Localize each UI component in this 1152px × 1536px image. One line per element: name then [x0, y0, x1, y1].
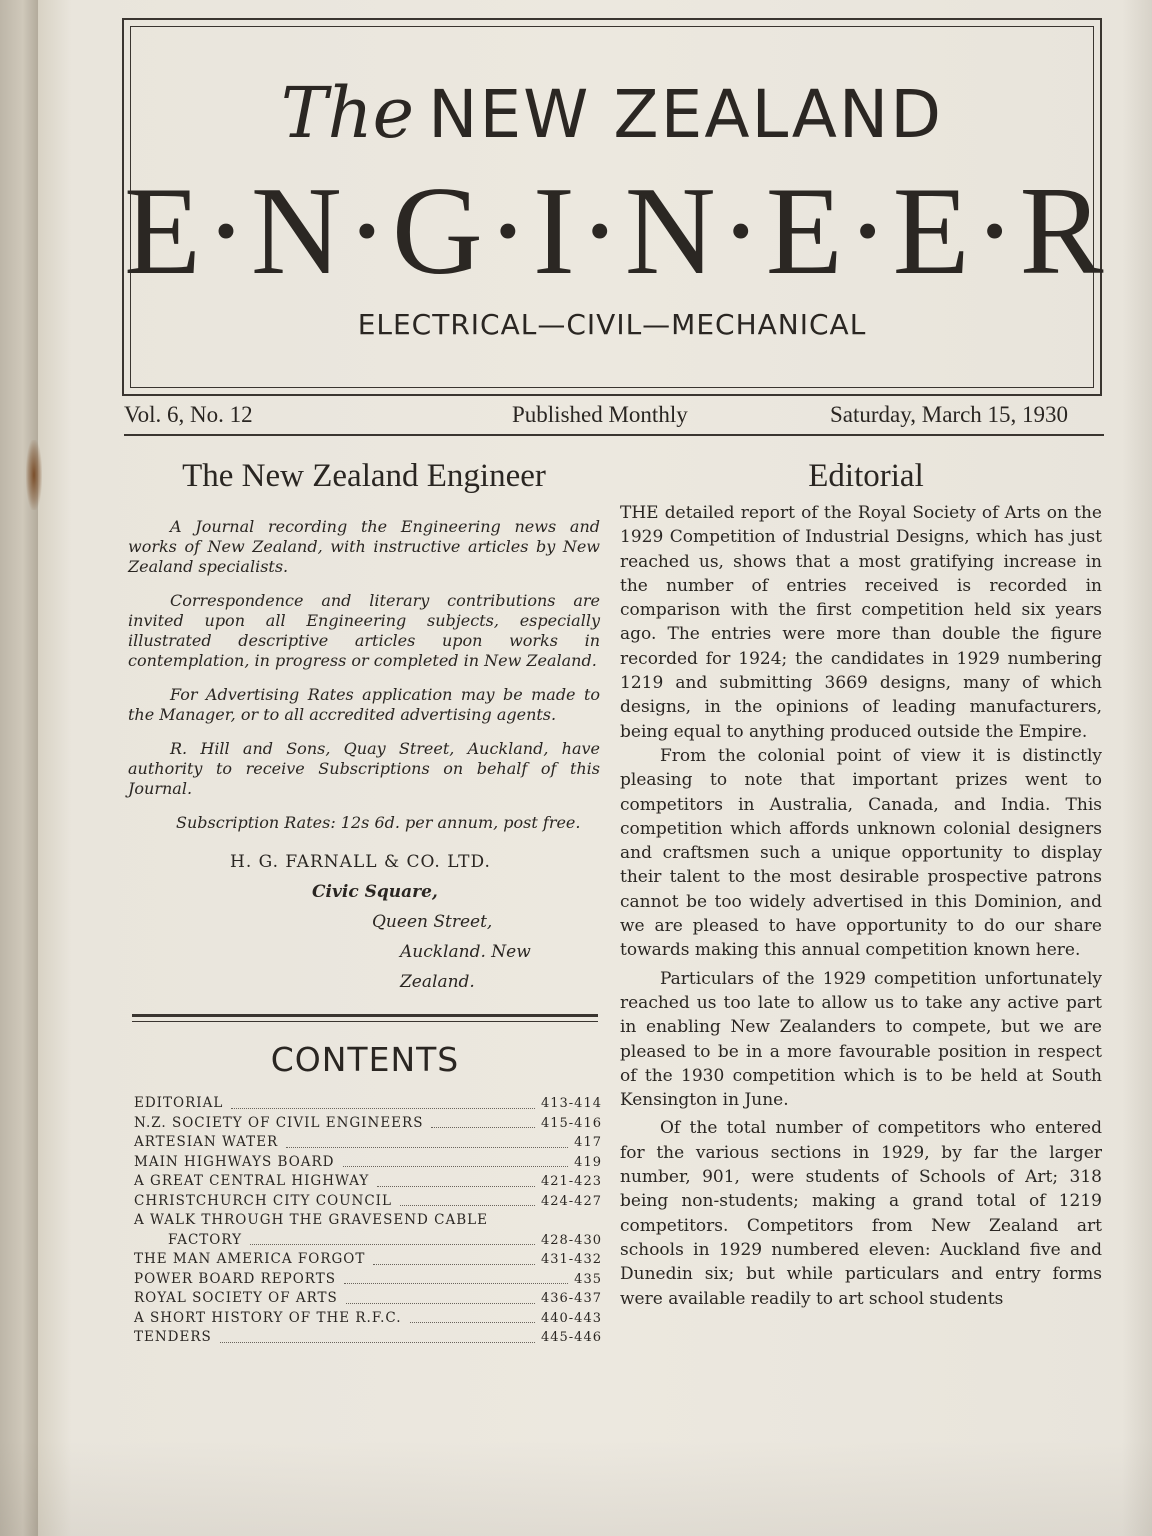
left-column: [128, 458, 600, 997]
contents-item: [134, 1172, 602, 1192]
leader-dots: [231, 1108, 535, 1109]
issue-frequency: Published Monthly: [512, 402, 688, 427]
contents-item-label: ARTESIAN WATER: [134, 1134, 279, 1150]
contents-item-label: CHRISTCHURCH CITY COUNCIL: [134, 1192, 392, 1209]
masthead-subtitle: ELECTRICAL—CIVIL—MECHANICAL: [357, 308, 867, 341]
editorial-paragraph-1: THE detailed report of the Royal Society of Arts on the 1929 Competition of Industrial Designs, which has just reached us, shows that a most gratifying increase in the number of entries received is recorded in comparison with the first competition held six years ago. The entries were more than double the figure recorded for 1924; the candidates in 1929 numbering 1219 and submitting 3669 designs, many of which designs, in the opinions of leading manufacturers, being equal to anything produced outside the Empire.: [620, 503, 1102, 742]
contents-title: CONTENTS: [270, 1040, 460, 1079]
contents-item-pages: 431-432: [540, 1252, 602, 1267]
intro-paragraph-2: Correspondence and literary contributions are invited upon all Engineering subjects, especially illustrated descriptive articles upon works in contemplation, in progress or completed in New Zealand.: [128, 591, 600, 670]
masthead: [122, 18, 1108, 396]
contents-item-label: ROYAL SOCIETY OF ARTS: [134, 1290, 338, 1306]
contents-item-pages: 436-437: [540, 1291, 602, 1306]
leader-dots: [373, 1264, 535, 1265]
editorial-paragraph-4: Of the total number of competitors who entered for the various sections in 1929, by far the larger number, 901, were students of Schools of Art; 318 being non-students; making a grand total of 1219 competitors. Competitors from New Zealand art schools in 1929 numbered eleven: Auckland five and Dunedin six; but while particulars and entry forms were available readily to art school students: [620, 1118, 1102, 1309]
contents-item-label: A WALK THROUGH THE GRAVESEND CABLE: [134, 1212, 488, 1228]
contents-item: [134, 1153, 602, 1173]
contents-item-pages: 417: [574, 1135, 602, 1150]
leader-dots: [346, 1303, 535, 1304]
contents-item-label: POWER BOARD REPORTS: [134, 1270, 336, 1287]
contents-item-continuation: [134, 1231, 602, 1251]
contents-item-label: THE MAN AMERICA FORGOT: [134, 1251, 366, 1267]
issue-volume: Vol. 6, No. 12: [124, 402, 253, 427]
leader-dots: [286, 1147, 568, 1148]
issue-info-bar: [124, 394, 1104, 434]
intro-paragraph-1: A Journal recording the Engineering news and works of New Zealand, with instructive articles by New Zealand specialists.: [128, 517, 600, 576]
leader-dots: [410, 1322, 535, 1323]
contents-item-pages: 440-443: [540, 1310, 602, 1326]
contents-item-label: A GREAT CENTRAL HIGHWAY: [134, 1173, 370, 1189]
leader-dots: [344, 1283, 568, 1284]
contents-item: [134, 1133, 602, 1153]
leader-dots: [377, 1186, 535, 1187]
contents-item-pages: 421-423: [540, 1174, 602, 1189]
leader-dots: [343, 1166, 569, 1167]
contents-item: [134, 1270, 602, 1290]
contents-item-label: EDITORIAL: [134, 1095, 224, 1111]
contents-item-pages: 424-427: [540, 1193, 602, 1209]
contents-item-pages: 435: [574, 1271, 602, 1287]
contents-item-pages: 428-430: [540, 1232, 602, 1248]
page-stain: [26, 440, 42, 510]
contents-item: [134, 1211, 602, 1250]
contents-rule: [132, 1014, 598, 1022]
editorial-column: [620, 458, 1102, 1311]
journal-intro: [128, 517, 600, 833]
editorial-title: Editorial: [808, 458, 924, 494]
contents-item-pages: 415-416: [540, 1115, 602, 1131]
masthead-the: The: [280, 72, 415, 154]
publisher-address-3: Auckland. New Zealand.: [400, 942, 531, 992]
editorial-paragraph-2: From the colonial point of view it is distinctly pleasing to note that important prizes went to competitors in Australia, Canada, and India. This competition which affords unknown colonial designers and craftsmen such a unique opportunity to display their talent to the most desirable prospective patrons cannot be too widely advertised in this Dominion, and we are pleased to have opportunity to do our share towards making this annual competition known here.: [620, 745, 1102, 961]
page-bottom-shadow: [0, 1440, 1152, 1536]
contents-item-label: A SHORT HISTORY OF THE R.F.C.: [134, 1309, 402, 1326]
leader-dots: [431, 1127, 535, 1128]
masthead-new-zealand: NEW ZEALAND: [428, 76, 944, 153]
issue-date: Saturday, March 15, 1930: [830, 402, 1069, 427]
contents-item-pages: 445-446: [540, 1330, 602, 1345]
contents-item-label: TENDERS: [134, 1329, 212, 1345]
leader-dots: [250, 1244, 535, 1245]
intro-paragraph-3: For Advertising Rates application may be made to the Manager, or to all accredited advertising agents.: [128, 685, 600, 724]
publisher-name: H. G. FARNALL & CO. LTD.: [230, 852, 491, 872]
publisher-address-1: Civic Square,: [312, 882, 438, 902]
publisher-address-2: Queen Street,: [372, 912, 493, 932]
header-rule: [124, 434, 1104, 436]
contents-item: [134, 1114, 602, 1134]
contents-item: [134, 1250, 602, 1270]
contents-list: [134, 1094, 602, 1348]
book-gutter: [0, 0, 38, 1536]
masthead-engineer: E·N·G·I·N·E·E·R: [124, 162, 1108, 301]
leader-dots: [400, 1205, 535, 1206]
contents-item: [134, 1328, 602, 1348]
contents-item-label: MAIN HIGHWAYS BOARD: [134, 1153, 335, 1170]
contents-item: [134, 1192, 602, 1212]
contents-item: [134, 1309, 602, 1329]
publisher-block: [128, 847, 600, 997]
contents-item-wrap: [134, 1211, 602, 1250]
leader-dots: [220, 1342, 535, 1343]
editorial-body: [620, 501, 1102, 1311]
contents-item-pages: 419: [574, 1154, 602, 1170]
editorial-paragraph-3: Particulars of the 1929 competition unfortunately reached us too late to allow us to take any active part in enabling New Zealanders to compete, but we are pleased to be in a more favourable position in respect of the 1930 competition which is to be held at South Kensington in June.: [620, 968, 1102, 1111]
masthead-title: [124, 72, 1100, 154]
contents-item-pages: 413-414: [540, 1096, 602, 1111]
subscription-rates: Subscription Rates: 12s 6d. per annum, post free.: [176, 813, 581, 832]
journal-title: The New Zealand Engineer: [182, 458, 546, 494]
contents-item: [134, 1289, 602, 1309]
contents-item-label: N.Z. SOCIETY OF CIVIL ENGINEERS: [134, 1114, 424, 1131]
intro-paragraph-4: R. Hill and Sons, Quay Street, Auckland, have authority to receive Subscriptions on behalf of this Journal.: [128, 739, 600, 798]
contents-item-label-2: FACTORY: [168, 1231, 243, 1248]
contents-item: [134, 1094, 602, 1114]
page-right-edge: [1122, 0, 1152, 1536]
